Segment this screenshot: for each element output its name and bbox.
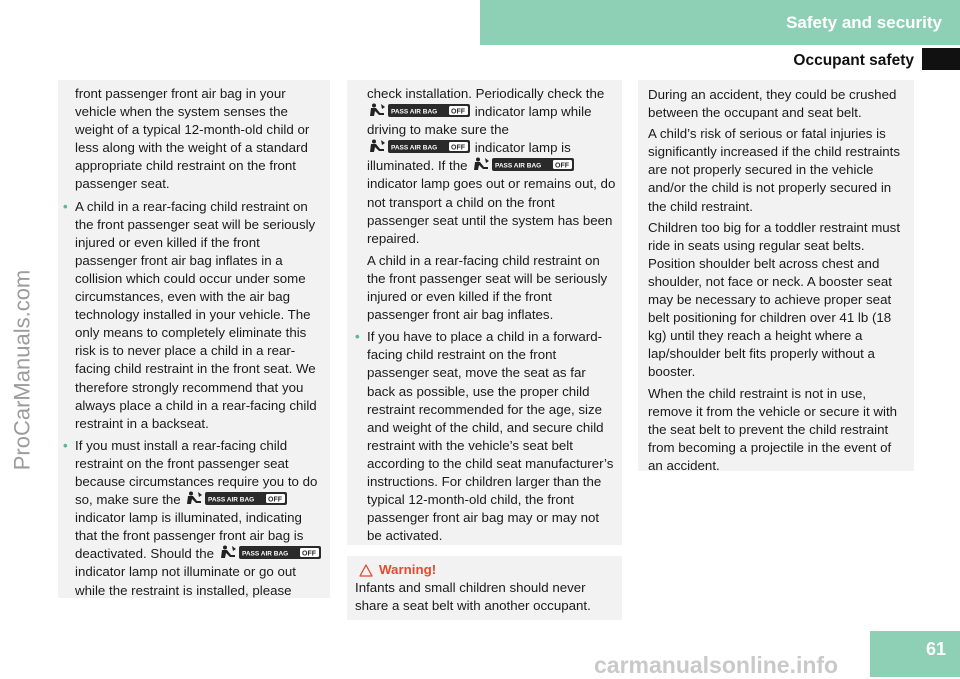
bullet-icon: • — [63, 437, 68, 453]
svg-text:PASS AIR BAG: PASS AIR BAG — [208, 496, 255, 504]
section-title: Safety and security — [786, 12, 942, 32]
svg-text:PASS AIR BAG: PASS AIR BAG — [391, 144, 438, 152]
pass-air-bag-off-indicator-icon — [367, 103, 471, 118]
paragraph-text: check installation. Periodically check the — [367, 86, 605, 101]
bullet-item — [355, 328, 616, 545]
text-column-2 — [347, 80, 622, 545]
paragraph-text: indicator lamp is illuminated. If the — [367, 140, 571, 174]
pass-air-bag-off-indicator-icon — [218, 545, 322, 560]
svg-text:PASS AIR BAG: PASS AIR BAG — [241, 550, 288, 558]
bullet-item — [63, 198, 322, 433]
svg-text:OFF: OFF — [451, 144, 465, 152]
bullet-text: A child in a rear-facing child restraint on the front passenger seat will be seriously injured or even killed if the front passenger front air bag inflates in a collision which could occur under some circumstances, even with the air bag technology installed in your vehicle. The only means to completely eliminate this risk is to never place a child in a rear-facing child restraint in the front seat. We therefore strongly recommend that you always place a child in a rear-facing child restraint in a backseat. — [75, 198, 317, 431]
paragraph: front passenger front air bag in your vehicle when the system senses the weight of a typical 12-month-old child or less along with the weight of a standard appropriate child restraint on the front passenger seat. — [75, 86, 310, 192]
paragraph-text: indicator lamp goes out or remains out, do not transport a child on the front passenger seat until the system has been repaired. — [367, 176, 616, 246]
bullet-item — [63, 437, 322, 600]
subsection-title: Occupant safety — [793, 52, 914, 69]
paragraph: When the child restraint is not in use, remove it from the vehicle or secure it with the seat belt to prevent the child restraint from becoming a projectile in the event of an accident. — [648, 385, 898, 473]
side-watermark-text: ProCarManuals.com — [9, 269, 35, 471]
warning-triangle-icon — [359, 564, 373, 577]
warning-text: Infants and small children should never share a seat belt with another occupant. — [355, 580, 591, 614]
pass-air-bag-off-indicator-icon — [367, 139, 471, 154]
bullet-text: indicator lamp not illuminate or go out while the restraint is installed, please — [75, 564, 296, 598]
page-number: 61 — [870, 631, 960, 677]
header-marker-block — [922, 48, 960, 70]
paragraph-text: indicator lamp while driving to make sure the — [367, 104, 592, 138]
svg-text:OFF: OFF — [301, 550, 316, 558]
svg-text:OFF: OFF — [555, 162, 570, 170]
text-column-3 — [638, 80, 914, 471]
svg-text:OFF: OFF — [268, 496, 283, 504]
bullet-icon: • — [63, 198, 68, 214]
side-watermark — [8, 110, 36, 630]
section-header-tab — [480, 0, 960, 45]
bottom-watermark: carmanualsonline.info — [594, 652, 839, 678]
bullet-icon: • — [355, 329, 360, 345]
bullet-text: If you must install a rear-facing child restraint on the front passenger seat because circumstances require you to do so, make sure the — [75, 437, 318, 508]
paragraph: A child in a rear-facing child restraint on the front passenger seat will be seriously injured or even killed if the front passenger front air bag inflates. — [367, 252, 608, 323]
bullet-text: If you have to place a child in a forward-facing child restraint on the front passenger seat, move the seat as far back as possible, use the proper child restraint recommended for the age, size and weight of the child, and secure child restraint with the vehicle’s seat belt according to the child seat manufacturer’s instructions. For children larger than the typical 12-month-old child, the front passenger front air bag may or may not be activated. — [367, 329, 614, 544]
paragraph — [367, 85, 616, 248]
warning-header — [355, 561, 616, 579]
svg-text:PASS AIR BAG: PASS AIR BAG — [495, 162, 542, 170]
paragraph: A child’s risk of serious or fatal injuries is significantly increased if the child restraints are not properly secured in the vehicle and/or the child is not properly secured in the child restraint. — [648, 126, 901, 214]
pass-air-bag-off-indicator-icon — [184, 491, 288, 506]
paragraph: Children too big for a toddler restraint must ride in seats using regular seat belts. Position shoulder belt across chest and shoulder, not face or neck. A booster seat may be necessary to achieve proper seat belt positioning for children over 41 lb (18 kg) until they reach a height where a lap/shoulder belt fits properly without a booster. — [648, 219, 901, 380]
svg-text:PASS AIR BAG: PASS AIR BAG — [391, 108, 438, 116]
pass-air-bag-off-indicator-icon — [471, 157, 575, 172]
paragraph: During an accident, they could be crushed between the occupant and seat belt. — [648, 87, 897, 121]
text-column-1 — [58, 80, 330, 598]
svg-text:OFF: OFF — [451, 108, 465, 116]
bullet-text: indicator lamp is illuminated, indicating that the front passenger front air bag is deactivated. Should the — [75, 510, 304, 562]
warning-box — [347, 556, 622, 620]
warning-title: Warning! — [379, 562, 437, 577]
